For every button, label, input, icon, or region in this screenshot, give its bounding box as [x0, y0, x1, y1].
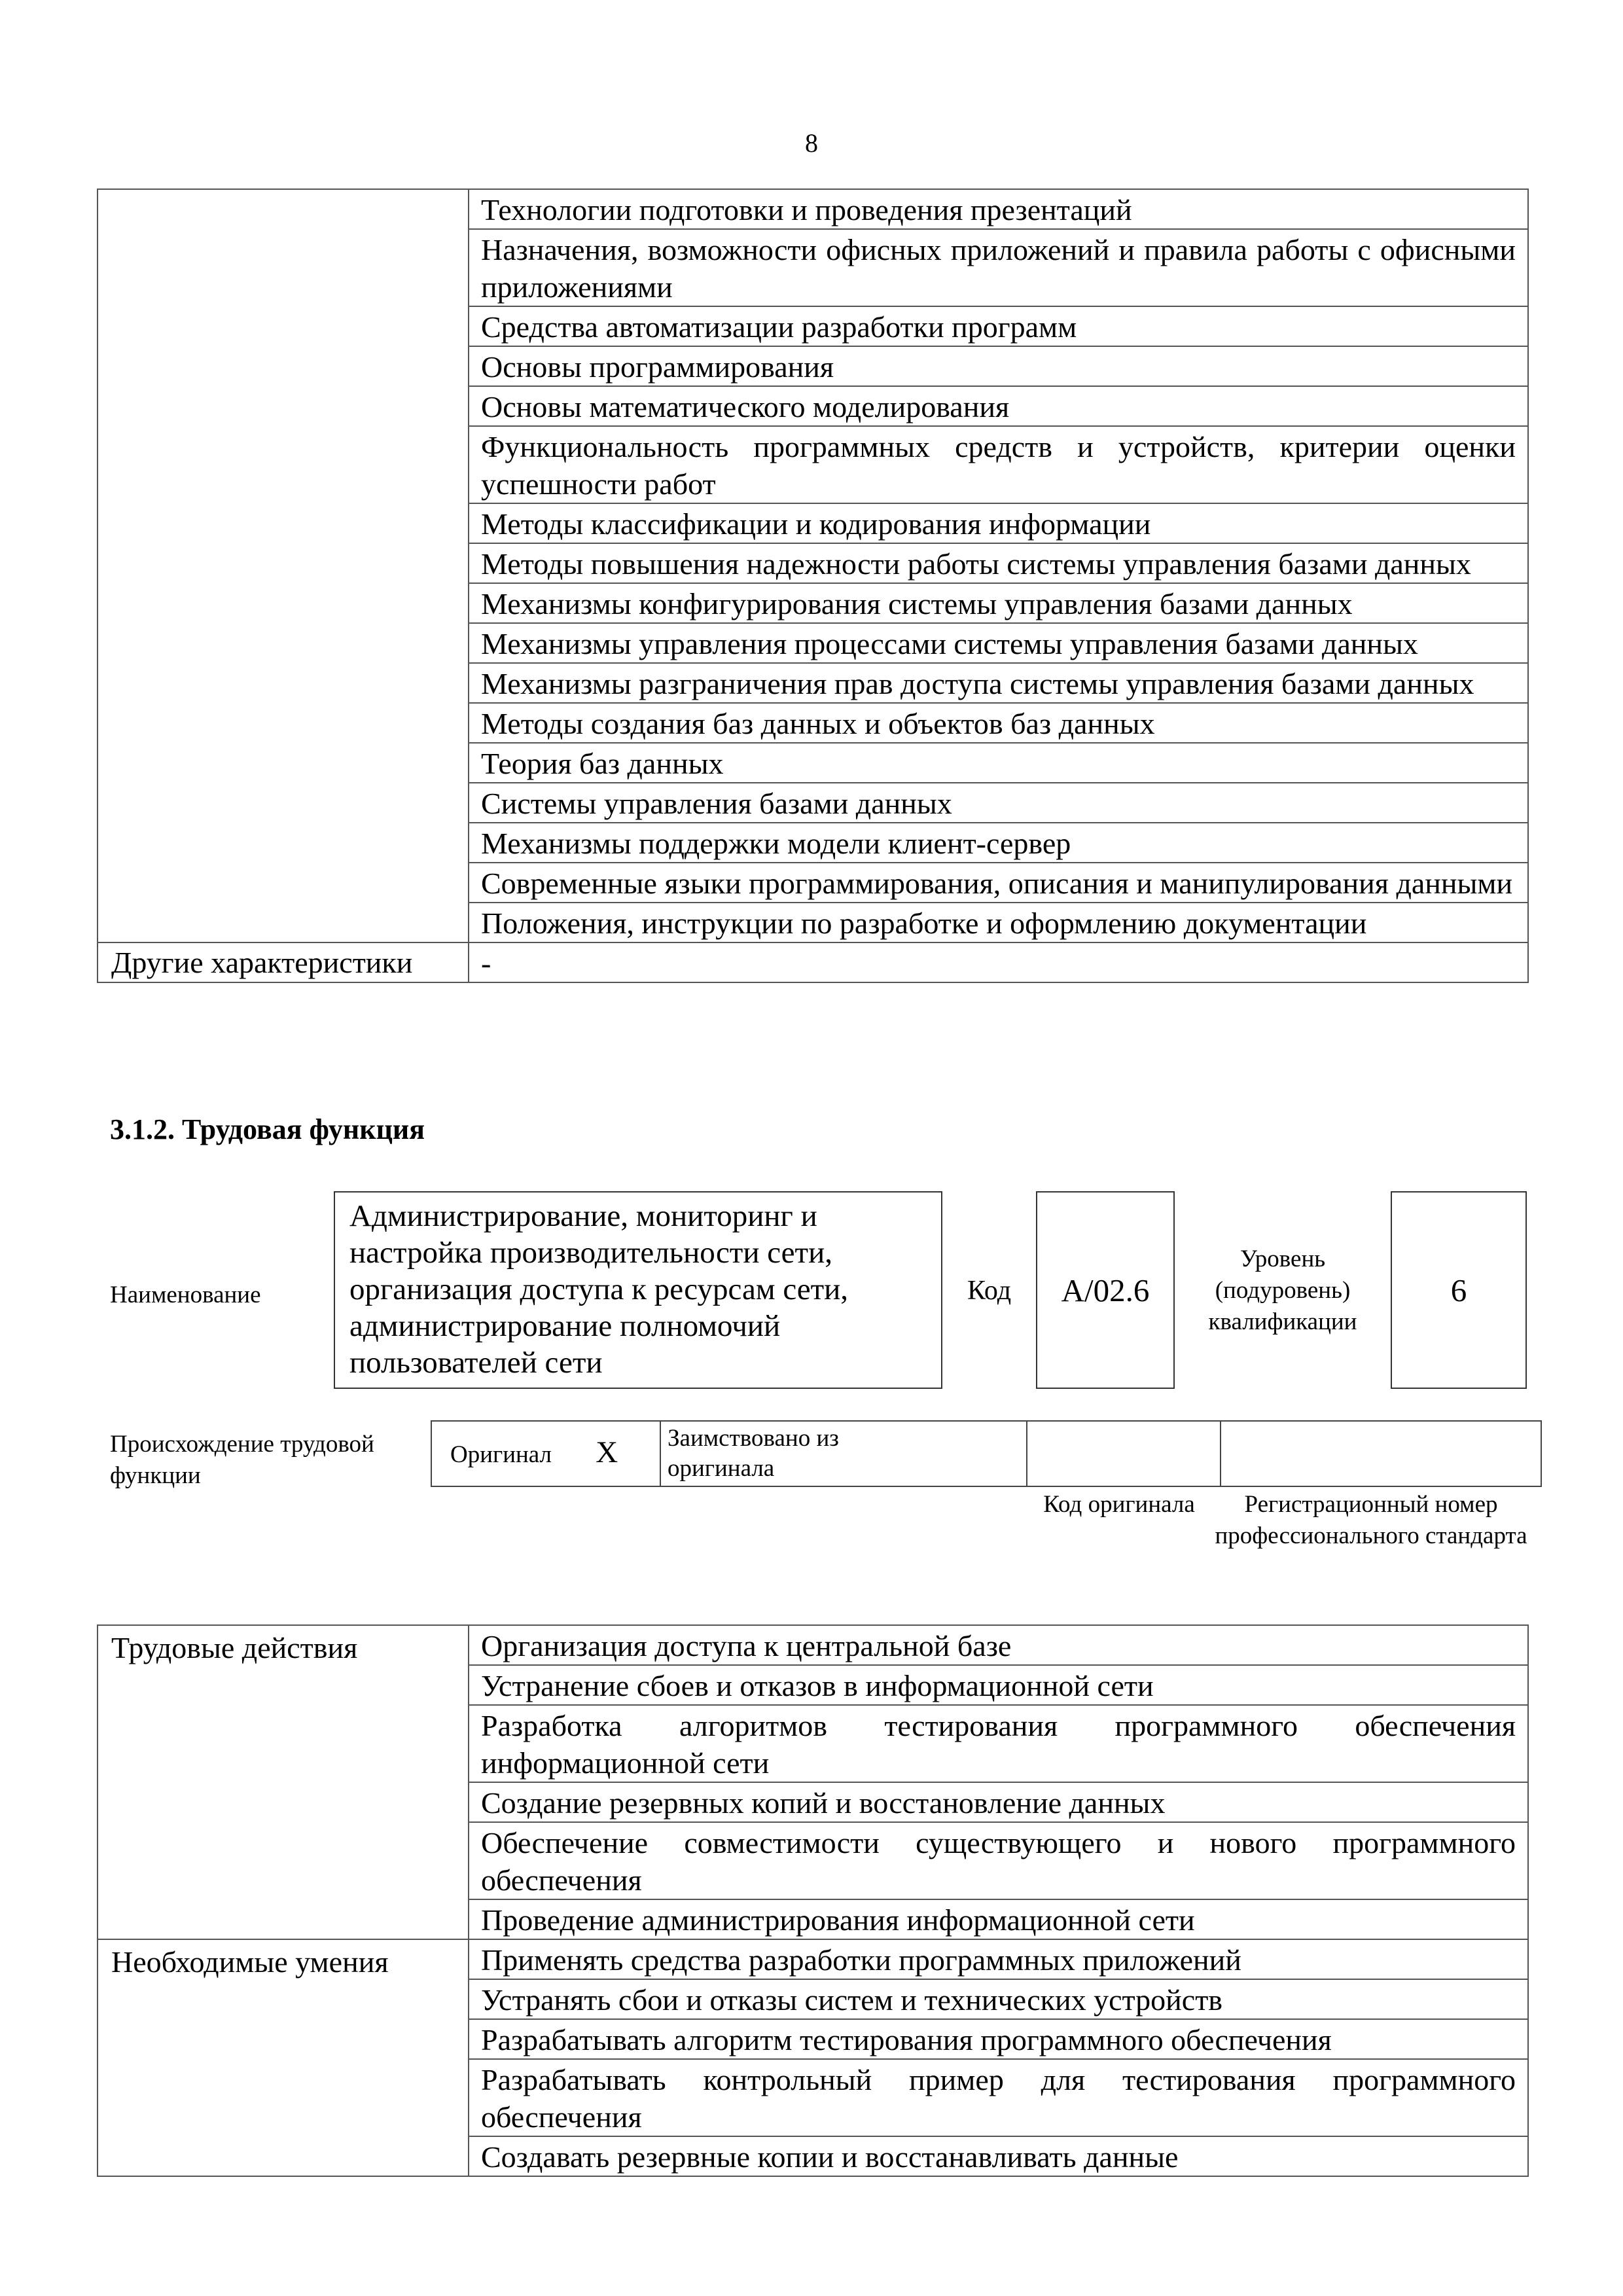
knowledge-item: Методы создания баз данных и объектов баз данных — [469, 703, 1528, 743]
origin-label: Происхождение трудовой функции — [110, 1431, 374, 1489]
other-characteristics-value: - — [469, 942, 1528, 982]
original-code-caption: Код оригинала — [1043, 1491, 1195, 1518]
required-skills-label: Необходимые умения — [98, 1939, 469, 2176]
knowledge-item: Средства автоматизации разработки программ — [469, 306, 1528, 346]
function-name-box: Администрирование, мониторинг и настройка производительности сети, организация доступа к ресурсам сети, администрирование полномочий пользователей сети — [334, 1191, 942, 1389]
knowledge-item: Механизмы разграничения прав доступа системы управления базами данных — [469, 663, 1528, 703]
skill-item: Создавать резервные копии и восстанавливать данные — [469, 2136, 1528, 2176]
skill-item: Устранять сбои и отказы систем и технических устройств — [469, 1979, 1528, 2019]
knowledge-item: Основы программирования — [469, 346, 1528, 386]
borrowed-cell — [660, 1421, 1027, 1486]
knowledge-item: Назначения, возможности офисных приложений и правила работы с офисными приложениями — [469, 229, 1528, 306]
labor-actions-label: Трудовые действия — [98, 1625, 469, 1939]
original-cell — [431, 1421, 660, 1486]
name-label: Наименование — [110, 1282, 261, 1308]
labor-action-item: Проведение администрирования информационной сети — [469, 1899, 1528, 1939]
knowledge-item: Положения, инструкции по разработке и оформлению документации — [469, 903, 1528, 942]
knowledge-item: Механизмы управления процессами системы управления базами данных — [469, 623, 1528, 663]
knowledge-item: Функциональность программных средств и устройств, критерии оценки успешности работ — [469, 426, 1528, 503]
skill-item: Разрабатывать контрольный пример для тестирования программного обеспечения — [469, 2059, 1528, 2136]
table-row — [98, 1939, 1528, 1979]
registration-number-caption: Регистрационный номер профессионального стандарта — [1215, 1491, 1527, 1549]
code-label: Код — [967, 1276, 1012, 1306]
knowledge-item: Механизмы поддержки модели клиент-сервер — [469, 823, 1528, 863]
origin-table — [431, 1420, 1542, 1487]
function-code: A/02.6 — [1061, 1272, 1150, 1308]
page-number: 8 — [805, 128, 818, 158]
labor-action-item: Обеспечение совместимости существующего и нового программного обеспечения — [469, 1822, 1528, 1899]
knowledge-item: Методы повышения надежности работы системы управления базами данных — [469, 543, 1528, 583]
borrowed-label: Заимствовано из оригинала — [668, 1425, 839, 1482]
labor-action-item: Устранение сбоев и отказов в информационной сети — [469, 1665, 1528, 1705]
knowledge-item: Механизмы конфигурирования системы управления базами данных — [469, 583, 1528, 623]
labor-action-item: Организация доступа к центральной базе — [469, 1625, 1528, 1665]
qualification-level-box — [1391, 1191, 1527, 1389]
table-row — [98, 942, 1528, 982]
labor-action-item: Создание резервных копий и восстановление данных — [469, 1782, 1528, 1822]
original-label: Оригинал — [450, 1441, 552, 1468]
section-title: 3.1.2. Трудовая функция — [110, 1113, 425, 1145]
knowledge-item: Методы классификации и кодирования информации — [469, 503, 1528, 543]
knowledge-item: Технологии подготовки и проведения презентаций — [469, 189, 1528, 229]
knowledge-item: Системы управления базами данных — [469, 783, 1528, 823]
knowledge-item: Теория баз данных — [469, 743, 1528, 783]
registration-number-cell — [1221, 1421, 1541, 1486]
table-row — [98, 1625, 1528, 1665]
skill-item: Разрабатывать алгоритм тестирования программного обеспечения — [469, 2019, 1528, 2059]
other-characteristics-label: Другие характеристики — [98, 942, 469, 982]
knowledge-item: Основы математического моделирования — [469, 386, 1528, 426]
knowledge-item: Современные языки программирования, описания и манипулирования данными — [469, 863, 1528, 903]
knowledge-table — [97, 188, 1529, 983]
table-row — [98, 189, 1528, 229]
original-mark: X — [596, 1435, 618, 1469]
table-row — [431, 1421, 1541, 1486]
qualification-level: 6 — [1450, 1272, 1467, 1308]
skill-item: Применять средства разработки программных приложений — [469, 1939, 1528, 1979]
original-code-cell — [1027, 1421, 1221, 1486]
labor-action-item: Разработка алгоритмов тестирования программного обеспечения информационной сети — [469, 1705, 1528, 1782]
level-label: Уровень (подуровень) квалификации — [1208, 1246, 1357, 1335]
knowledge-label-cell — [98, 189, 469, 942]
actions-skills-table — [97, 1624, 1529, 2177]
function-code-box — [1036, 1191, 1175, 1389]
